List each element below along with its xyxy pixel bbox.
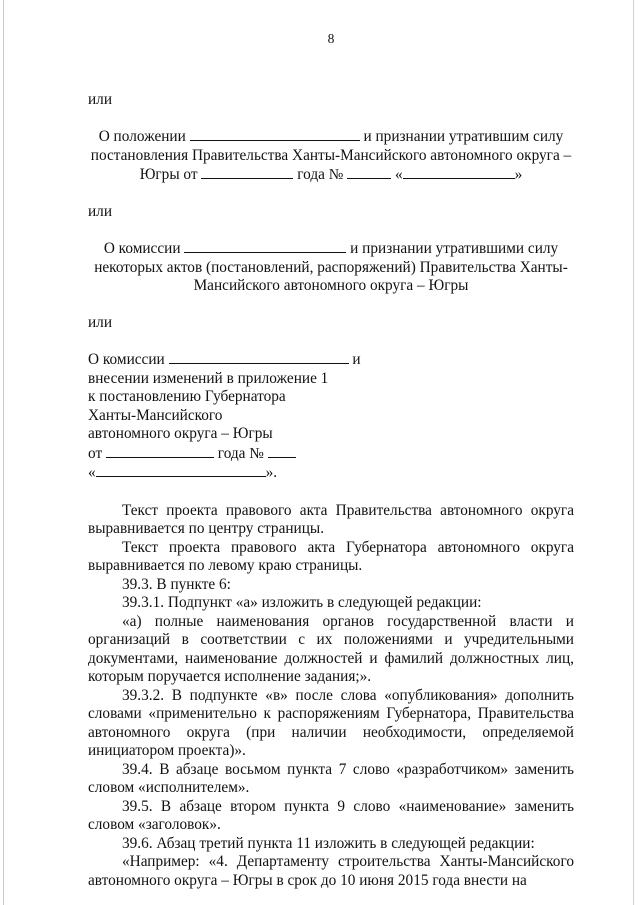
title-example-3: О комиссии и внесении изменений в приложение 1 к постановлению Губернатора Ханты-Мансийского автономного округа – Югры от года № « ». <box>88 351 361 481</box>
blank-line <box>201 165 293 179</box>
blank-line <box>96 463 266 477</box>
blank-line <box>347 165 391 179</box>
paragraph: 39.3. В пункте 6: <box>122 575 231 593</box>
blank-line <box>184 239 346 253</box>
paragraph: 39.3.1. Подпункт «а» изложить в следующей редакции: <box>122 594 482 611</box>
blank-line <box>106 444 214 458</box>
body-text <box>88 502 574 891</box>
paragraph: 39.5. В абзаце втором пункта 9 слово «наименование» заменить словом «заголовок». <box>88 797 574 833</box>
scan-edge-left <box>3 0 4 905</box>
page-number: 8 <box>327 31 335 46</box>
scan-edge-right <box>633 0 634 905</box>
blank-line <box>268 444 296 458</box>
title-example-1: О положении и признании утратившим силу постановления Правительства Ханты-Мансийского автономного округа – Югры от года № « » <box>90 128 572 183</box>
paragraph: «а) полные наименования органов государственной власти и организаций в соответствии с их положениями и учредительными документами, наименование должностей и фамилий должностных лиц, которым поручается исполнение задания;». <box>88 612 574 685</box>
paragraph: Текст проекта правового акта Правительства автономного округа выравнивается по центру страницы. <box>88 501 574 537</box>
title-example-2: О комиссии и признании утратившими силу некоторых актов (постановлений, распоряжений) Правительства Ханты- Мансийского автономного округа – Югры <box>94 240 568 294</box>
blank-line <box>190 127 360 141</box>
or-label-1: или <box>88 90 113 108</box>
blank-line <box>403 165 515 179</box>
paragraph: Текст проекта правового акта Губернатора автономного округа выравнивается по левому краю страницы. <box>88 538 574 574</box>
blank-line <box>169 350 349 364</box>
or-label-2: или <box>88 202 113 220</box>
paragraph: «Например: «4. Департаменту строительства Ханты-Мансийского автономного округа – Югры в срок до 10 июня 2015 года внести на <box>88 853 574 889</box>
page-content <box>88 30 574 890</box>
paragraph: 39.4. В абзаце восьмом пункта 7 слово «разработчиком» заменить словом «исполнителем». <box>88 760 574 796</box>
or-label-3: или <box>88 313 113 331</box>
paragraph: 39.3.2. В подпункте «в» после слова «опубликования» дополнить словами «применительно к распоряжениям Губернатора, Правительства автономного округа (при наличии необходимости, определяемой инициатором проекта)». <box>88 686 574 759</box>
paragraph: 39.6. Абзац третий пункта 11 изложить в следующей редакции: <box>122 834 535 852</box>
